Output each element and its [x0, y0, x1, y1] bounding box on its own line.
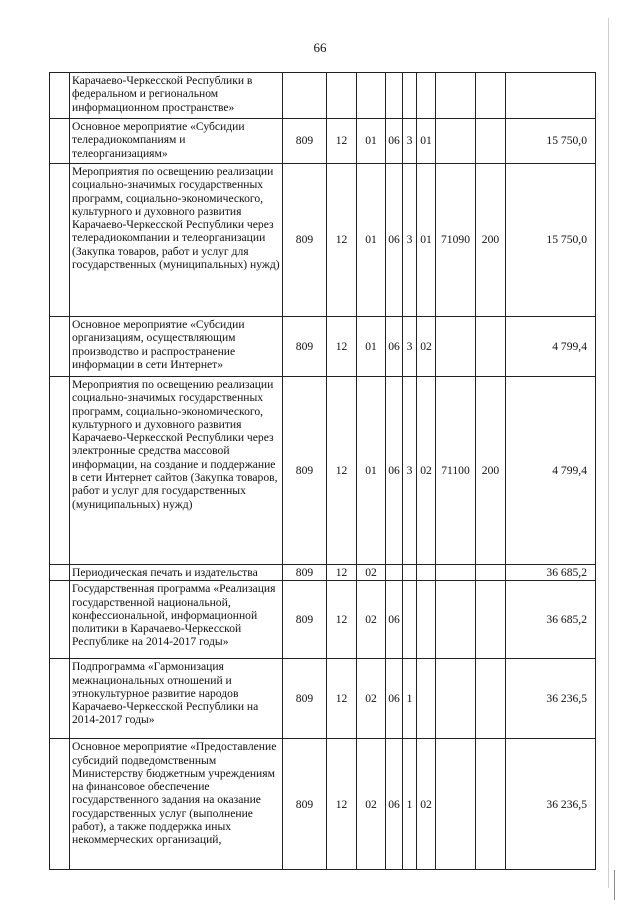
cell-direction-code: 71090 — [436, 164, 476, 317]
cell-subsection: 02 — [357, 659, 386, 739]
cell-program: 06 — [386, 377, 403, 565]
cell-subsection: 02 — [357, 581, 386, 659]
cell-subprogram: 3 — [403, 164, 417, 317]
cell-name: Основное мероприятие «Субсидии телерадиокомпаниям и телеорганизациям» — [70, 119, 283, 164]
cell-name: Основное мероприятие «Предоставление субсидий подведомственным Министерству бюджетным учреждениям на финансовое обеспечение государственного задания на оказание государственных услуг (выполнение работ), а также поддержка иных некоммерческих организаций, — [70, 739, 283, 870]
cell-amount: 36 236,5 — [506, 659, 596, 739]
cell-direction-code — [436, 739, 476, 870]
cell-main-activity: 02 — [417, 377, 436, 565]
scan-edge-line — [608, 18, 609, 888]
cell-main-activity: 01 — [417, 164, 436, 317]
cell-subsection: 01 — [357, 119, 386, 164]
cell-name: Подпрограмма «Гармонизация межнациональных отношений и этнокультурное развитие народов Карачаево-Черкесской Республики на 2014-2017 годы» — [70, 659, 283, 739]
cell-direction-code — [436, 565, 476, 581]
cell-ministry-code: 809 — [283, 119, 327, 164]
cell-section: 12 — [327, 565, 357, 581]
cell-main-activity — [417, 73, 436, 119]
cell-section: 12 — [327, 377, 357, 565]
table-row — [50, 73, 596, 119]
cell-main-activity — [417, 565, 436, 581]
cell-direction-code — [436, 659, 476, 739]
cell-subsection: 02 — [357, 739, 386, 870]
cell-subsection: 01 — [357, 317, 386, 377]
cell-name: Мероприятия по освещению реализации социально-значимых государственных программ, социально-экономического, культурного и духовного развития Карачаево-Черкесской Республики через телерадиокомпании и телеорганизации (Закупка товаров, работ и услуг для государственных (муниципальных) нужд) — [70, 164, 283, 317]
cell-direction-code: 71100 — [436, 377, 476, 565]
cell-ministry-code: 809 — [283, 377, 327, 565]
cell-subsection — [357, 73, 386, 119]
cell-section: 12 — [327, 119, 357, 164]
cell-index — [50, 164, 70, 317]
cell-name: Периодическая печать и издательства — [70, 565, 283, 581]
cell-expense-type — [476, 581, 506, 659]
cell-index — [50, 659, 70, 739]
cell-name: Основное мероприятие «Субсидии организациям, осуществляющим производство и распространение информации в сети Интернет» — [70, 317, 283, 377]
table-row — [50, 317, 596, 377]
cell-index — [50, 317, 70, 377]
cell-subprogram: 1 — [403, 739, 417, 870]
cell-main-activity — [417, 659, 436, 739]
cell-main-activity: 02 — [417, 317, 436, 377]
cell-subprogram — [403, 581, 417, 659]
cell-subprogram: 3 — [403, 119, 417, 164]
cell-expense-type: 200 — [476, 377, 506, 565]
cell-subprogram: 3 — [403, 377, 417, 565]
cell-direction-code — [436, 73, 476, 119]
cell-ministry-code: 809 — [283, 739, 327, 870]
cell-expense-type — [476, 73, 506, 119]
table-row — [50, 739, 596, 870]
cell-direction-code — [436, 581, 476, 659]
cell-amount: 36 685,2 — [506, 581, 596, 659]
cell-program — [386, 73, 403, 119]
cell-amount: 4 799,4 — [506, 377, 596, 565]
cell-main-activity: 02 — [417, 739, 436, 870]
cell-subprogram: 1 — [403, 659, 417, 739]
table-row — [50, 164, 596, 317]
cell-subprogram: 3 — [403, 317, 417, 377]
cell-program: 06 — [386, 164, 403, 317]
cell-main-activity — [417, 581, 436, 659]
cell-name: Карачаево-Черкесской Республики в федеральном и региональном информационном пространстве» — [70, 73, 283, 119]
cell-program: 06 — [386, 317, 403, 377]
cell-index — [50, 581, 70, 659]
cell-program: 06 — [386, 739, 403, 870]
cell-section: 12 — [327, 581, 357, 659]
cell-subprogram — [403, 73, 417, 119]
cell-section: 12 — [327, 739, 357, 870]
cell-amount: 15 750,0 — [506, 164, 596, 317]
cell-index — [50, 377, 70, 565]
cell-program — [386, 565, 403, 581]
cell-expense-type: 200 — [476, 164, 506, 317]
cell-direction-code — [436, 317, 476, 377]
cell-program: 06 — [386, 581, 403, 659]
cell-program: 06 — [386, 119, 403, 164]
cell-subsection: 01 — [357, 164, 386, 317]
cell-index — [50, 119, 70, 164]
cell-subprogram — [403, 565, 417, 581]
cell-subsection: 01 — [357, 377, 386, 565]
cell-direction-code — [436, 119, 476, 164]
cell-expense-type — [476, 659, 506, 739]
budget-table — [49, 72, 596, 870]
cell-program: 06 — [386, 659, 403, 739]
cell-expense-type — [476, 739, 506, 870]
cell-expense-type — [476, 565, 506, 581]
cell-subsection: 02 — [357, 565, 386, 581]
cell-name: Мероприятия по освещению реализации социально-значимых государственных программ, социально-экономического, культурного и духовного развития Карачаево-Черкесской Республики через электронные средства массовой информации, на создание и поддержание в сети Интернет сайтов (Закупка товаров, работ и услуг для государственных (муниципальных) нужд) — [70, 377, 283, 565]
cell-ministry-code: 809 — [283, 317, 327, 377]
cell-ministry-code: 809 — [283, 565, 327, 581]
table-row — [50, 377, 596, 565]
cell-amount — [506, 73, 596, 119]
cell-section: 12 — [327, 164, 357, 317]
cell-ministry-code: 809 — [283, 164, 327, 317]
cell-index — [50, 565, 70, 581]
cell-ministry-code — [283, 73, 327, 119]
cell-ministry-code: 809 — [283, 659, 327, 739]
cell-amount: 4 799,4 — [506, 317, 596, 377]
cell-amount: 36 236,5 — [506, 739, 596, 870]
cell-amount: 36 685,2 — [506, 565, 596, 581]
cell-expense-type — [476, 119, 506, 164]
cell-main-activity: 01 — [417, 119, 436, 164]
cell-ministry-code: 809 — [283, 581, 327, 659]
cell-section: 12 — [327, 659, 357, 739]
table-row — [50, 581, 596, 659]
cell-name: Государственная программа «Реализация государственной национальной, конфессиональной, информационной политики в Карачаево-Черкесской Республике на 2014-2017 годы» — [70, 581, 283, 659]
cell-amount: 15 750,0 — [506, 119, 596, 164]
table-body — [50, 73, 596, 870]
cell-index — [50, 739, 70, 870]
cell-index — [50, 73, 70, 119]
cell-section: 12 — [327, 317, 357, 377]
cell-expense-type — [476, 317, 506, 377]
table-row — [50, 659, 596, 739]
cell-section — [327, 73, 357, 119]
page-number: 66 — [313, 40, 327, 55]
table-row — [50, 119, 596, 164]
scan-edge-mark — [614, 870, 615, 900]
table-row — [50, 565, 596, 581]
